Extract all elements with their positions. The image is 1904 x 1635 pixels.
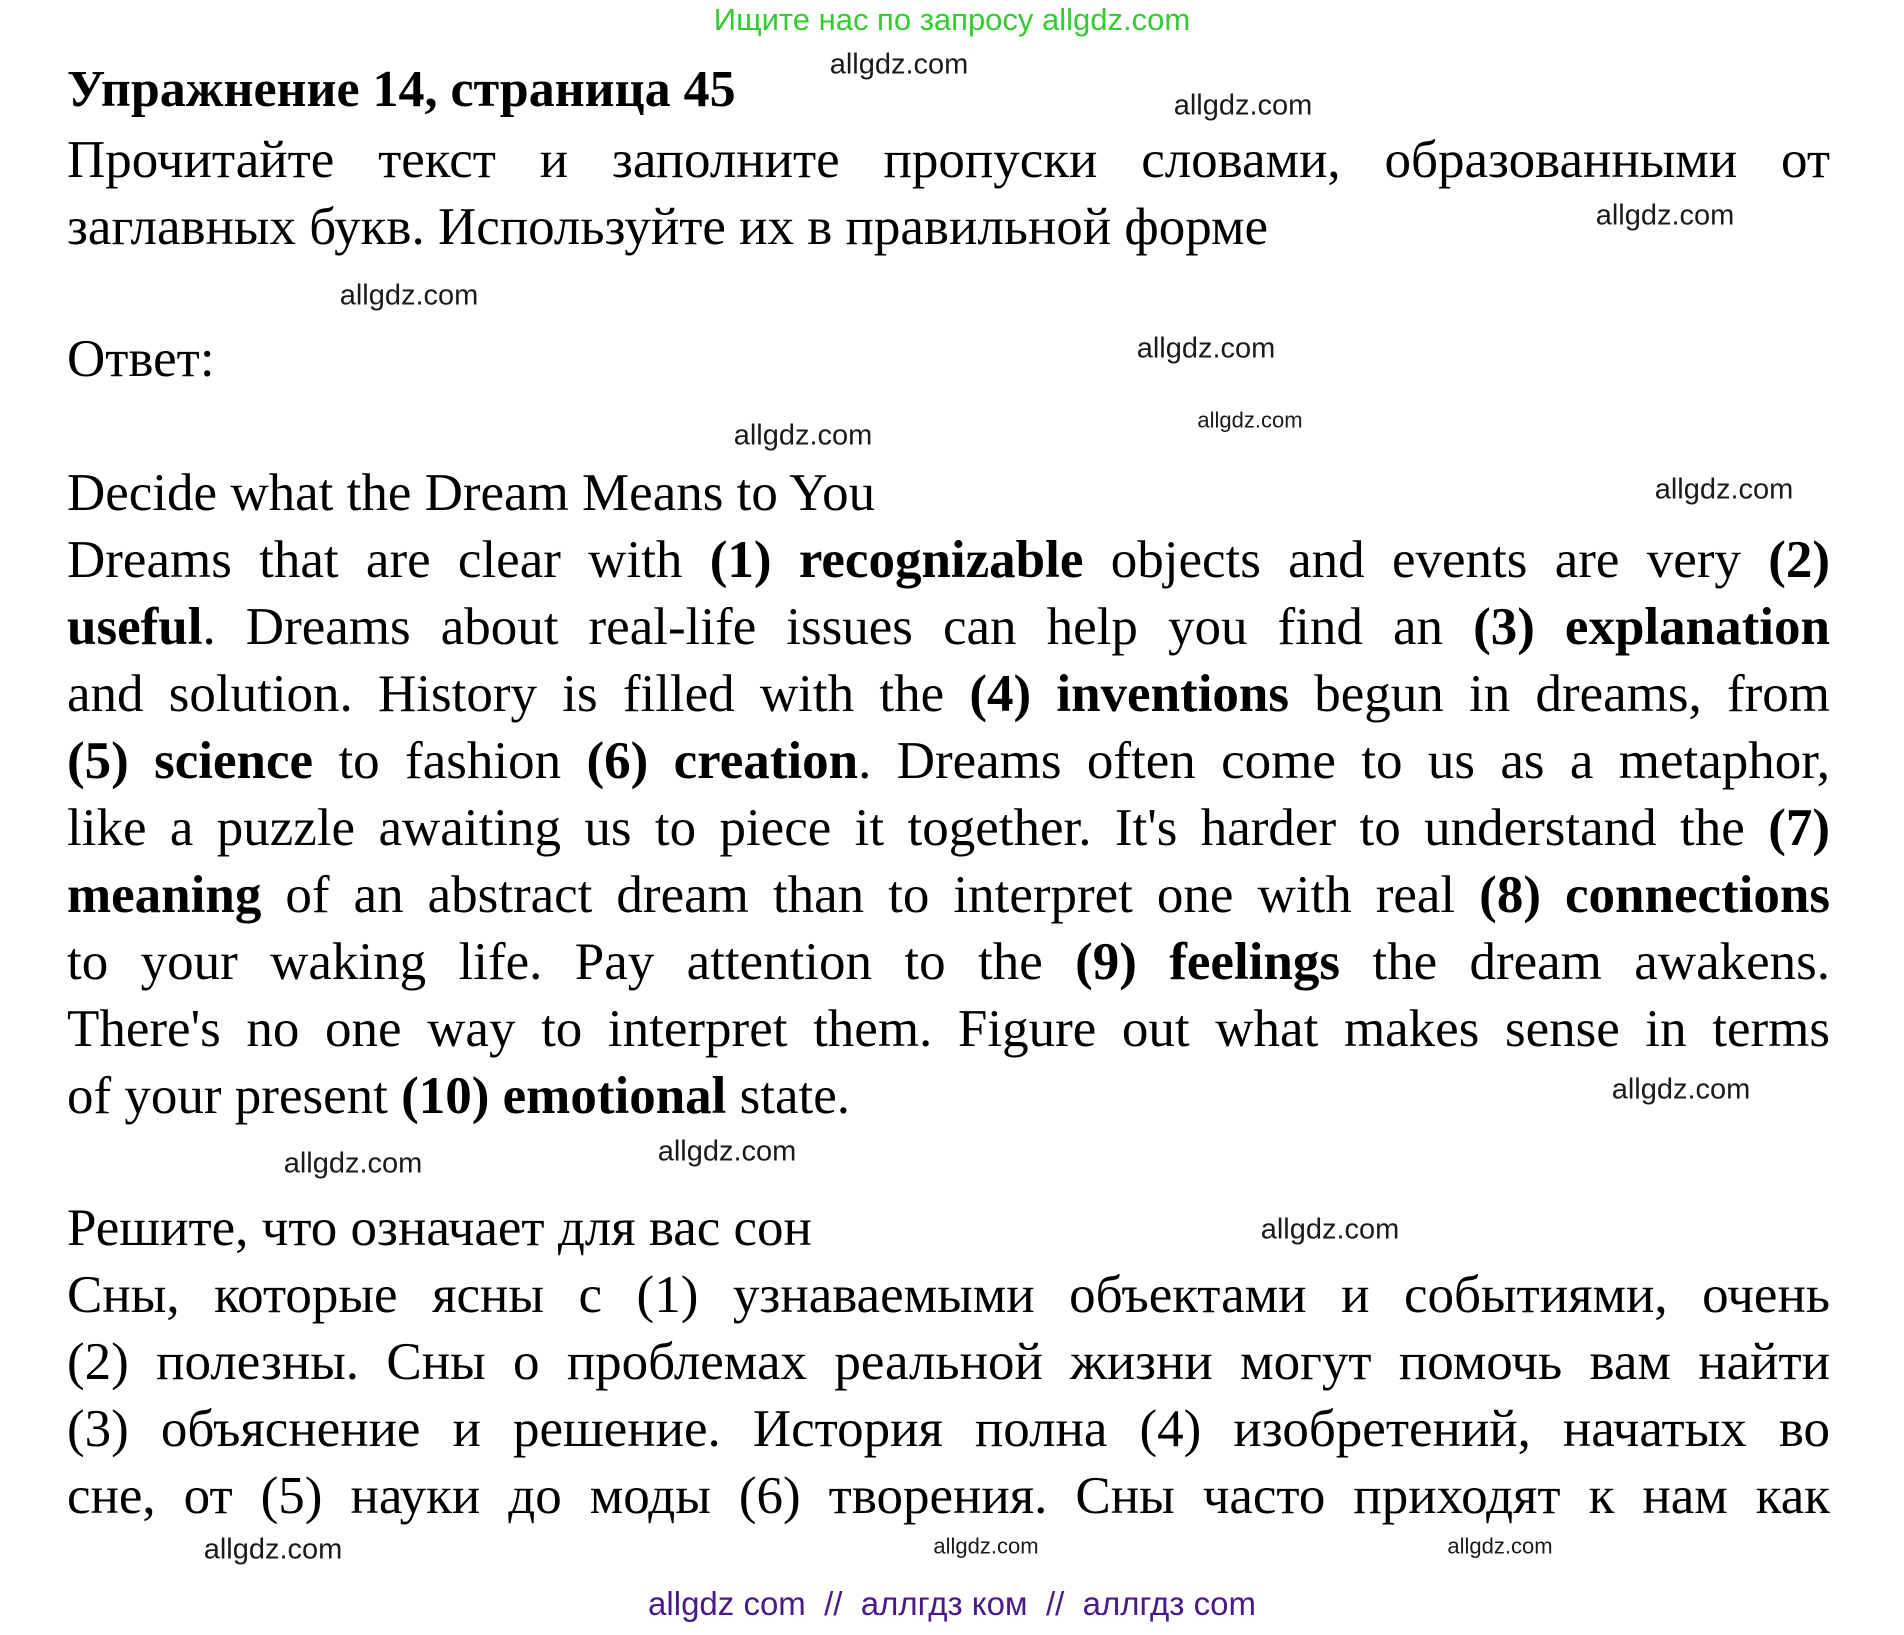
answer-word: (7) <box>1768 799 1830 857</box>
text-segment: (2) полезны. Сны о проблемах реальной жизни могут помочь вам найти <box>67 1333 1830 1391</box>
watermark: allgdz.com <box>1173 89 1313 122</box>
text-segment: to fashion <box>313 732 587 790</box>
text-segment: of an abstract dream than to interpret one with real <box>261 866 1480 924</box>
text-line <box>67 929 1830 996</box>
watermark: allgdz.com <box>1136 332 1276 365</box>
text-line <box>67 1396 1830 1463</box>
text-line <box>67 661 1830 728</box>
footer-links: allgdz com // аллгдз ком // аллгдз com <box>648 1585 1256 1622</box>
answer-label: Ответ: <box>67 330 215 388</box>
watermark: allgdz.com <box>203 1533 343 1566</box>
watermark: allgdz.com <box>733 419 873 452</box>
text-segment: state. <box>726 1067 851 1125</box>
text-line <box>67 1063 850 1130</box>
text-segment: the dream awakens. <box>1340 933 1830 991</box>
text-segment: сне, от (5) науки до моды (6) творения. Сны часто приходят к нам как <box>67 1467 1830 1525</box>
answer-word: (1) recognizable <box>709 531 1084 589</box>
text-line <box>67 1262 1830 1329</box>
text-segment: (3) объяснение и решение. История полна (4) изобретений, начатых во <box>67 1400 1830 1458</box>
answer-word: (5) science <box>67 732 314 790</box>
answer-word: meaning <box>67 866 262 924</box>
page-title: Упражнение 14, страница 45 <box>67 61 736 118</box>
text-line <box>67 728 1830 795</box>
answer-word: (6) creation <box>586 732 859 790</box>
watermark: allgdz.com <box>1595 199 1735 232</box>
watermark: allgdz.com <box>933 1533 1039 1559</box>
answer-word: (3) explanation <box>1473 598 1830 656</box>
text-segment: begun in dreams, from <box>1289 665 1830 723</box>
russian-title: Решите, что означает для вас сон <box>67 1199 812 1257</box>
search-banner: Ищите нас по запросу allgdz.com <box>713 2 1191 37</box>
watermark: allgdz.com <box>339 279 479 312</box>
text-segment: like a puzzle awaiting us to piece it together. It's harder to understand the <box>67 799 1769 857</box>
watermark: allgdz.com <box>1654 473 1794 506</box>
text-line <box>67 527 1830 594</box>
answer-word: (2) <box>1768 531 1830 589</box>
text-line <box>67 594 1830 661</box>
text-segment: . Dreams about real-life issues can help you find an <box>202 598 1474 656</box>
text-line <box>67 127 1830 194</box>
answer-word: (8) connections <box>1479 866 1830 924</box>
text-line <box>67 996 1830 1063</box>
watermark: allgdz.com <box>1611 1073 1751 1106</box>
english-title: Decide what the Dream Means to You <box>67 464 876 522</box>
text-line <box>67 862 1830 929</box>
text-segment: There's no one way to interpret them. Figure out what makes sense in terms <box>67 1000 1830 1058</box>
text-line <box>67 795 1830 862</box>
text-line <box>67 1329 1830 1396</box>
text-segment: of your present <box>67 1067 402 1125</box>
text-line <box>67 1463 1830 1530</box>
text-line <box>67 194 1268 261</box>
text-segment: . Dreams often come to us as a metaphor, <box>858 732 1831 790</box>
text-segment: and solution. History is filled with the <box>67 665 970 723</box>
text-segment: Сны, которые ясны с (1) узнаваемыми объектами и событиями, очень <box>67 1266 1830 1324</box>
watermark: allgdz.com <box>1197 407 1303 433</box>
answer-word: (10) emotional <box>401 1067 727 1125</box>
watermark: allgdz.com <box>283 1147 423 1180</box>
text-segment: to your waking life. Pay attention to the <box>67 933 1076 991</box>
text-segment: Прочитайте текст и заполните пропуски словами, образованными от <box>67 131 1830 189</box>
text-segment: objects and events are very <box>1083 531 1769 589</box>
watermark: allgdz.com <box>657 1135 797 1168</box>
watermark: allgdz.com <box>1260 1213 1400 1246</box>
watermark: allgdz.com <box>1447 1533 1553 1559</box>
watermark: allgdz.com <box>829 48 969 81</box>
answer-word: (4) inventions <box>969 665 1290 723</box>
text-segment: Dreams that are clear with <box>67 531 710 589</box>
answer-word: (9) feelings <box>1075 933 1341 991</box>
text-segment: заглавных букв. Используйте их в правильной форме <box>67 198 1269 256</box>
answer-word: useful <box>67 598 203 656</box>
